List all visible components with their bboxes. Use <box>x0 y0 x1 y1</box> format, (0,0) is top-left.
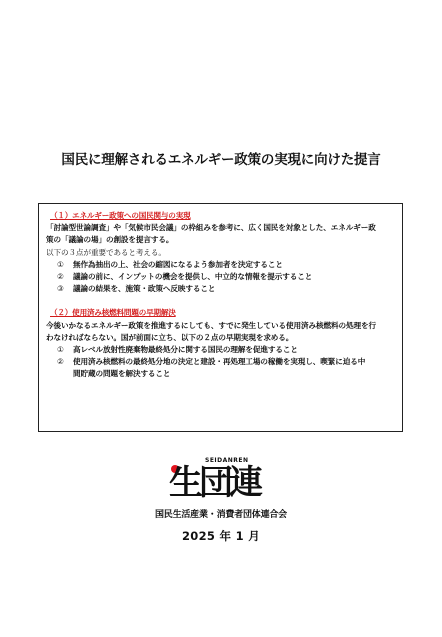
document-title: 国民に理解されるエネルギー政策の実現に向けた提言 <box>61 152 381 168</box>
section-spacer <box>46 295 396 307</box>
item-number: ③ <box>57 284 64 294</box>
item-text: 高レベル放射性廃棄物最終処分に関する国民の理解を促進すること <box>73 345 298 355</box>
logo-mark-text: 生団連 <box>169 463 259 503</box>
organization-name: 国民生活産業・消費者団体連合会 <box>154 510 287 520</box>
section-1-item <box>46 271 396 283</box>
section-2-item <box>46 356 396 380</box>
item-text-line-1: 使用済み核燃料の最終処分地の決定と建設・再処理工場の稼働を実現し、喫緊に迫る中 <box>73 357 366 367</box>
item-number: ② <box>57 357 64 367</box>
item-number: ② <box>57 272 64 282</box>
section-1-item <box>46 259 396 271</box>
publication-date: 2025 年 1 月 <box>181 529 261 543</box>
section-2-paragraph-line-2: わなければならない。国が前面に立ち、以下の２点の早期実現を求める。 <box>46 332 294 342</box>
seidanren-logo <box>169 457 279 505</box>
item-number: ① <box>57 345 64 355</box>
item-text: 無作為抽出の上、社会の縮図になるよう参加者を決定すること <box>73 259 283 269</box>
section-1-item <box>46 283 396 295</box>
section-1-paragraph-line-1: 「討論型世論調査」や「気候市民会議」の枠組みを参考に、広く国民を対象とした、エネルギー政 <box>46 223 376 233</box>
item-text-line-2: 間貯蔵の問題を解決すること <box>73 369 171 379</box>
section-2-item <box>46 344 396 356</box>
item-text: 議論の結果を、施策・政策へ反映すること <box>73 284 216 294</box>
section-1-paragraph-line-2: 策の「議論の場」の創設を提言する。 <box>46 235 174 245</box>
section-2-paragraph-line-1: 今後いかなるエネルギー政策を推進するにしても、すでに発生している使用済み核燃料の処理を行 <box>46 320 376 330</box>
section-2-heading: （２）使用済み核燃料問題の早期解決 <box>50 308 176 318</box>
section-1-intro: 以下の３点が重要であると考える。 <box>46 247 166 257</box>
item-text: 議論の前に、インプットの機会を提供し、中立的な情報を提示すること <box>73 272 313 282</box>
logo-english-text: SEIDANREN <box>205 457 249 464</box>
proposal-box <box>38 203 403 432</box>
section-1-heading: （１）エネルギー政策への国民関与の実現 <box>50 211 191 220</box>
item-text <box>73 356 396 380</box>
item-number: ① <box>57 259 64 269</box>
